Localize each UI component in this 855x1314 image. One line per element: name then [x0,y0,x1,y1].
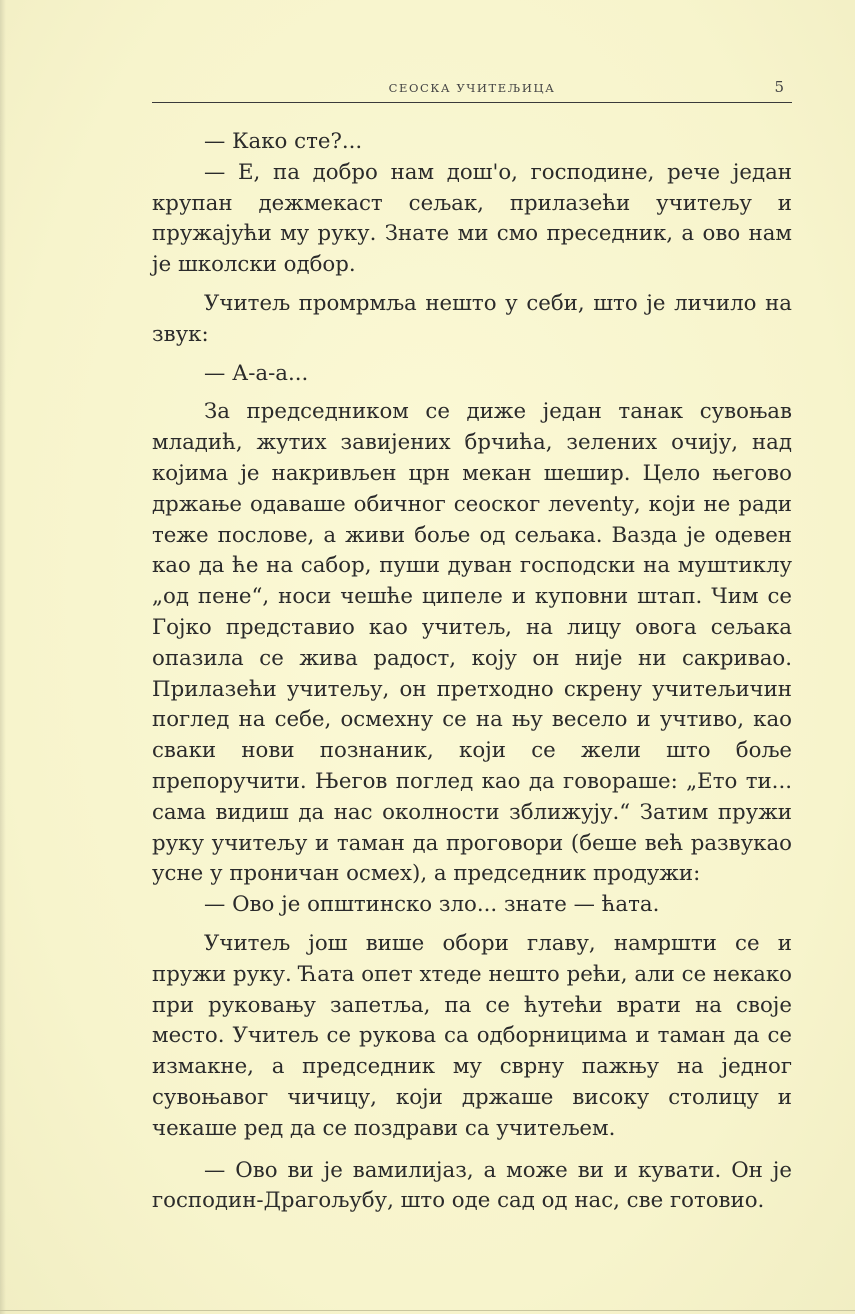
page-number: 5 [774,78,784,96]
paragraph: Учитељ још више обори главу, намршти се и пружи руку. Ћата опет хтеде нешто рећи, али се некако при руковању запетља, па се ћутећи врати на своје место. Учитељ се рукова са одборницима и таман да се измакне, а председник му сврну пажњу на једног сувоњавог чичицу, који држаше високу столицу и чекаше ред да се поздрави са учитељем. [152,930,792,1141]
paragraph: Учитељ промрмља нешто у себи, што је личило на звук: [152,290,792,347]
page-bottom-edge [0,1310,855,1311]
paragraph: — Ово ви је вамилијаз, а може ви и кувати. Он је господин-Драгољубу, што оде сад од нас, све готовио. [152,1157,792,1214]
running-header [152,80,792,103]
running-title: СЕОСКА УЧИТЕЉИЦА [388,81,556,95]
page-gutter-shadow [0,0,6,1314]
paragraph: За председником се диже један танак сувоњав младић, жутих завијених брчића, зелених очију, над којима је накривљен црн мекан шешир. Цело његово држање одаваше обичног сеоског леventу, који не ради теже послове, а живи боље од сељака. Вазда је одевен као да ће на сабор, пуши дуван господски на муштиклу „од пене“, носи чешће ципеле и куповни штап. Чим се Гојко представио као учитељ, на лицу овога сељака опазила се жива радост, коју он није ни сакривао. Прилазећи учитељу, он претходно скрену учитељичин поглед на себе, осмехну се на њу весело и учтиво, као сваки нови познаник, који се жели што боље препоручити. Његов поглед као да говораше: „Ето ти... сама видиш да нас околности зближују.“ Затим пружи руку учитељу и таман да проговори (беше већ развукао усне у проничан осмех), а председник продужи: [152,399,792,887]
paragraph: — А-а-а... [204,360,309,386]
paragraph: — Како сте?... [204,129,363,154]
body-text [152,127,792,1217]
paragraph: — Е, па добро нам дош'о, господине, рече један крупан дежмекаст сељак, прилазећи учитељу и пружајући му руку. Знате ми смо преседник, а ово нам је школски одбор. [152,159,792,278]
paragraph: — Ово је општинско зло... знате — ћата. [204,892,660,918]
